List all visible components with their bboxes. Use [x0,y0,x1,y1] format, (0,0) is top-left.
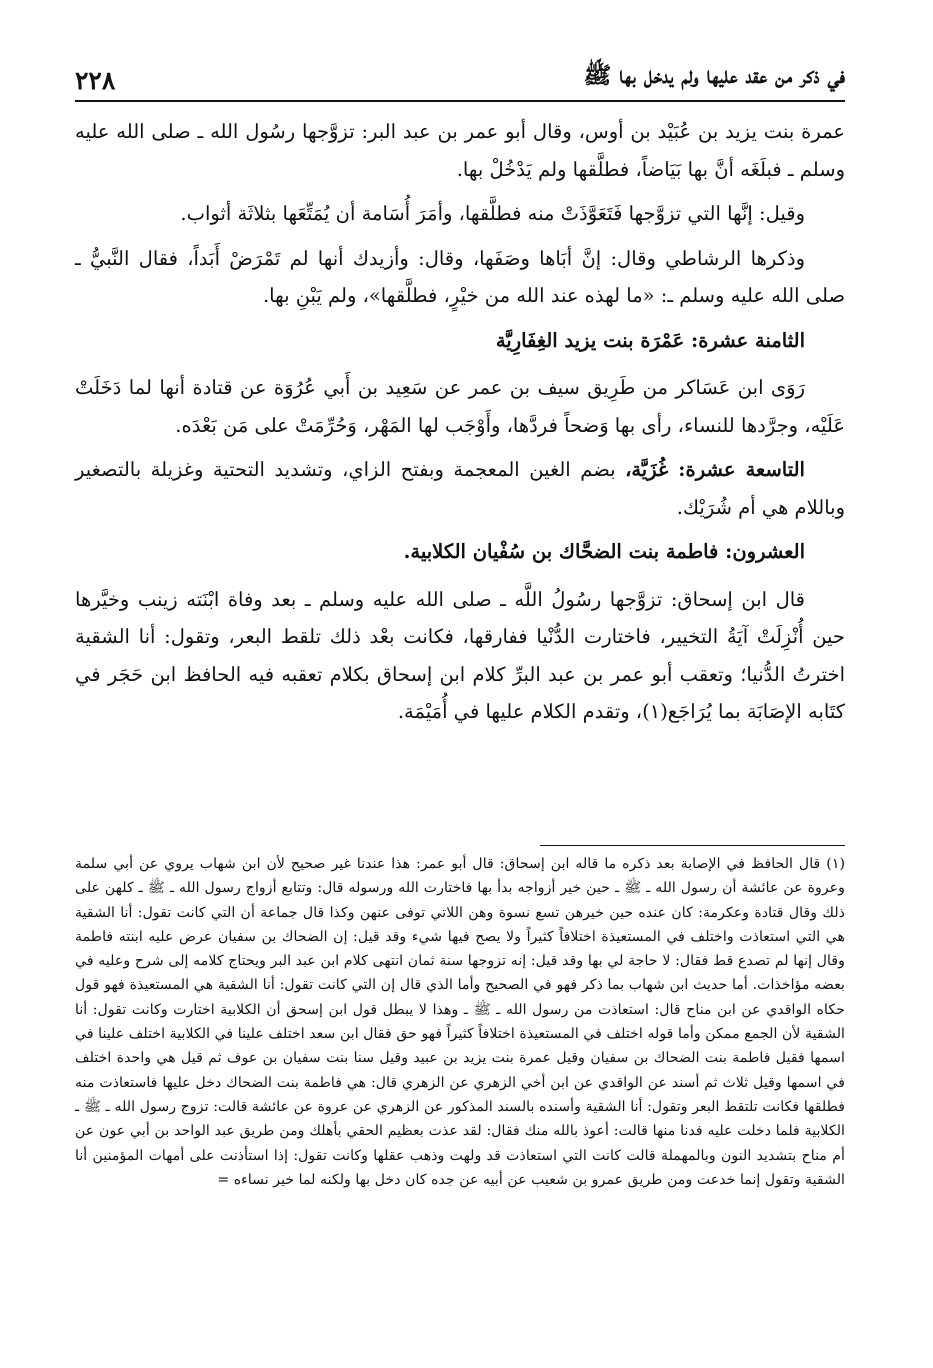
section-heading-20: العشرون: فاطمة بنت الضحَّاك بن سُفْيان الكلابية. [403,540,805,563]
paragraph: رَوَى ابن عَسَاكر من طَرِيق سيف بن عمر عن سَعِيد بن أَبي عُرُوَة عن قتادة أنها لما دَخَلَتْ عَلَيْه، وجرَّدها للنساء، رأى بها وَضحاً فردَّها، وأَوْجَب لها المَهْر، وَحُرِّمَتْ على مَن بَعْدَه. [75,376,845,437]
section-heading-18: الثامنة عشرة: عَمْرَة بنت يزيد الغِفَارِيَّة [495,328,805,352]
page-number: ٢٢٨ [75,66,116,95]
paragraph: قال ابن إسحاق: تزوَّجها رسُولُ اللَّه ـ صلى الله عليه وسلم ـ بعد وفاة ابْنَته زينب وخيَّرها حين أُنْزِلَتْ آيَةُ التخيير، فاختارت الدُّنْيا ففارقها، فكانت بعْد ذلك تلقط البعر، وتقول: أنا الشقية اخترتُ الدُّنيا؛ وتعقب أبو عمر بن عبد البرِّ كلام ابن إسحاق بكلام تعقبه فيه الحافظ ابن حَجَر في كتَابه الإصَابَة بما يُرَاجَع(١)، وتقدم الكلام عليها في أُمَيْمَة. [75,587,845,723]
running-title: في ذكر من عقد عليها ولم يدخل بها ﷺ [583,62,845,89]
footnote-text: قال الحافظ في الإصابة بعد ذكره ما قاله ابن إسحاق: قال أبو عمر: هذا عندنا غير صحيح لأن ابن شهاب يروي عن أبي سلمة وعروة عن عائشة أن رسول الله ـ ﷺ ـ حين خير أزواجه بدأ بها فاختارت الله ورسوله قال: وتتابع أزواج رسول الله ـ ﷺ ـ كلهن على ذلك وقال قتادة وعكرمة: كان عنده حين خيرهن تسع نسوة وهن اللاتي توفى عنهن وكذا قال جماعة أن التي كانت تقول: أنا الشقية هي التي استعاذت واختلف في المستعيذة اختلافاً كثيراً ولا يصح فيها شيء وقد قيل: إن الضحاك بن سفيان عرض عليه ابنته فاطمة وقال إنها لم تصدع قط فقال: لا حاجة لي بها وقد قيل: إنه تزوجها سنة ثمان انتهى كلام ابن عبد البر ويحتاج كلامه إلى شرح وعليه في بعضه مؤاخذات. أما حديث ابن شهاب بما ذكر فهو في الصحيح وأما الذي قال إن التي كانت تقول: أنا الشقية هي المستعيذة فهو قول حكاه الواقدي عن ابن مناح قال: استعاذت من رسول الله ـ ﷺ ـ وهذا لا يبطل قول ابن إسحق أن الكلابية اختارت وكانت تقول: أنا الشقية لأن الجمع ممكن وأما قوله اختلف في المستعيذة اختلافاً كثيراً فهو حق فقال ابن سعد اختلف علينا في الكلابية اختلف علينا في اسمها فقيل فاطمة بنت الضحاك بن سفيان وقيل عمرة بنت يزيد بن عبيد وقيل سنا بنت سفيان بن عوف ثم قيل هي واحدة اختلف في اسمها وقيل ثلاث ثم أسند عن الواقدي عن ابن أخي الزهري عن الزهري قال: هي فاطمة بنت الضحاك دخل عليها فاستعاذت منه فطلقها فكانت تلتقط البعر وتقول: أنا الشقية وأسنده بالسند المذكور عن الزهري عن عروة عن عائشة قالت: تزوج رسول الله ـ ﷺ ـ الكلابية فلما دخلت عليه فدنا منها قالت: أعوذ بالله منك فقال: لقد عذت بعظيم الحقي بأهلك ومن طريق عبد الواحد بن أبي عون عن أم مناح بتشديد النون وبالمهملة قالت كانت التي استعاذت قد ولهت وذهب عقلها وكانت تقول: إذا استأذنت على أمهات المؤمنين أنا الشقية وتقول إنما خدعت ومن طريق عمرو بن شعيب عن أبيه عن جده كان دخل بها ولكنه لما خير نساءه = [75,856,845,1188]
footnote-marker: (١) [826,856,845,872]
section-heading-19-text: بضم الغين المعجمة وبفتح الزاي، وتشديد التحتية وغزيلة بالتصغير وباللام هي أم شُرَيْك. [75,458,845,519]
header-rule [75,100,845,102]
page-header [75,55,845,95]
paragraph: وذكرها الرشاطي وقال: إنَّ أبَاها وصَفَها، وقال: وأزيدك أنها لم تَمْرَضْ أَبَداً، فقال النَّبيُّ ـ صلى الله عليه وسلم ـ: «ما لهذه عند الله من خيْرٍ، فطلَّقها»، ولم يَبْنِ بها. [75,246,845,307]
section-heading-19 [75,451,845,526]
footnote [75,852,845,1192]
section-heading-19-label: التاسعة عشرة: غُزَيَّة، [625,458,805,481]
paragraph: عمرة بنت يزيد بن عُبَيْد بن أوس، وقال أبو عمر بن عبد البر: تزوَّجها رسُول الله ـ صلى الله عليه وسلم ـ فبلَغَه أنَّ بها بَيَاضاً، فطلَّقها ولم يَدْخُلْ بها. [75,120,845,181]
footnote-rule [540,845,845,846]
main-text [75,113,845,738]
paragraph: وقيل: إنَّها التي تزوَّجها فَتَعَوَّذَتْ منه فطلَّقها، وأمَرَ أُسَامة أن يُمَتِّعَها بثلاثَة أثواب. [180,202,805,225]
